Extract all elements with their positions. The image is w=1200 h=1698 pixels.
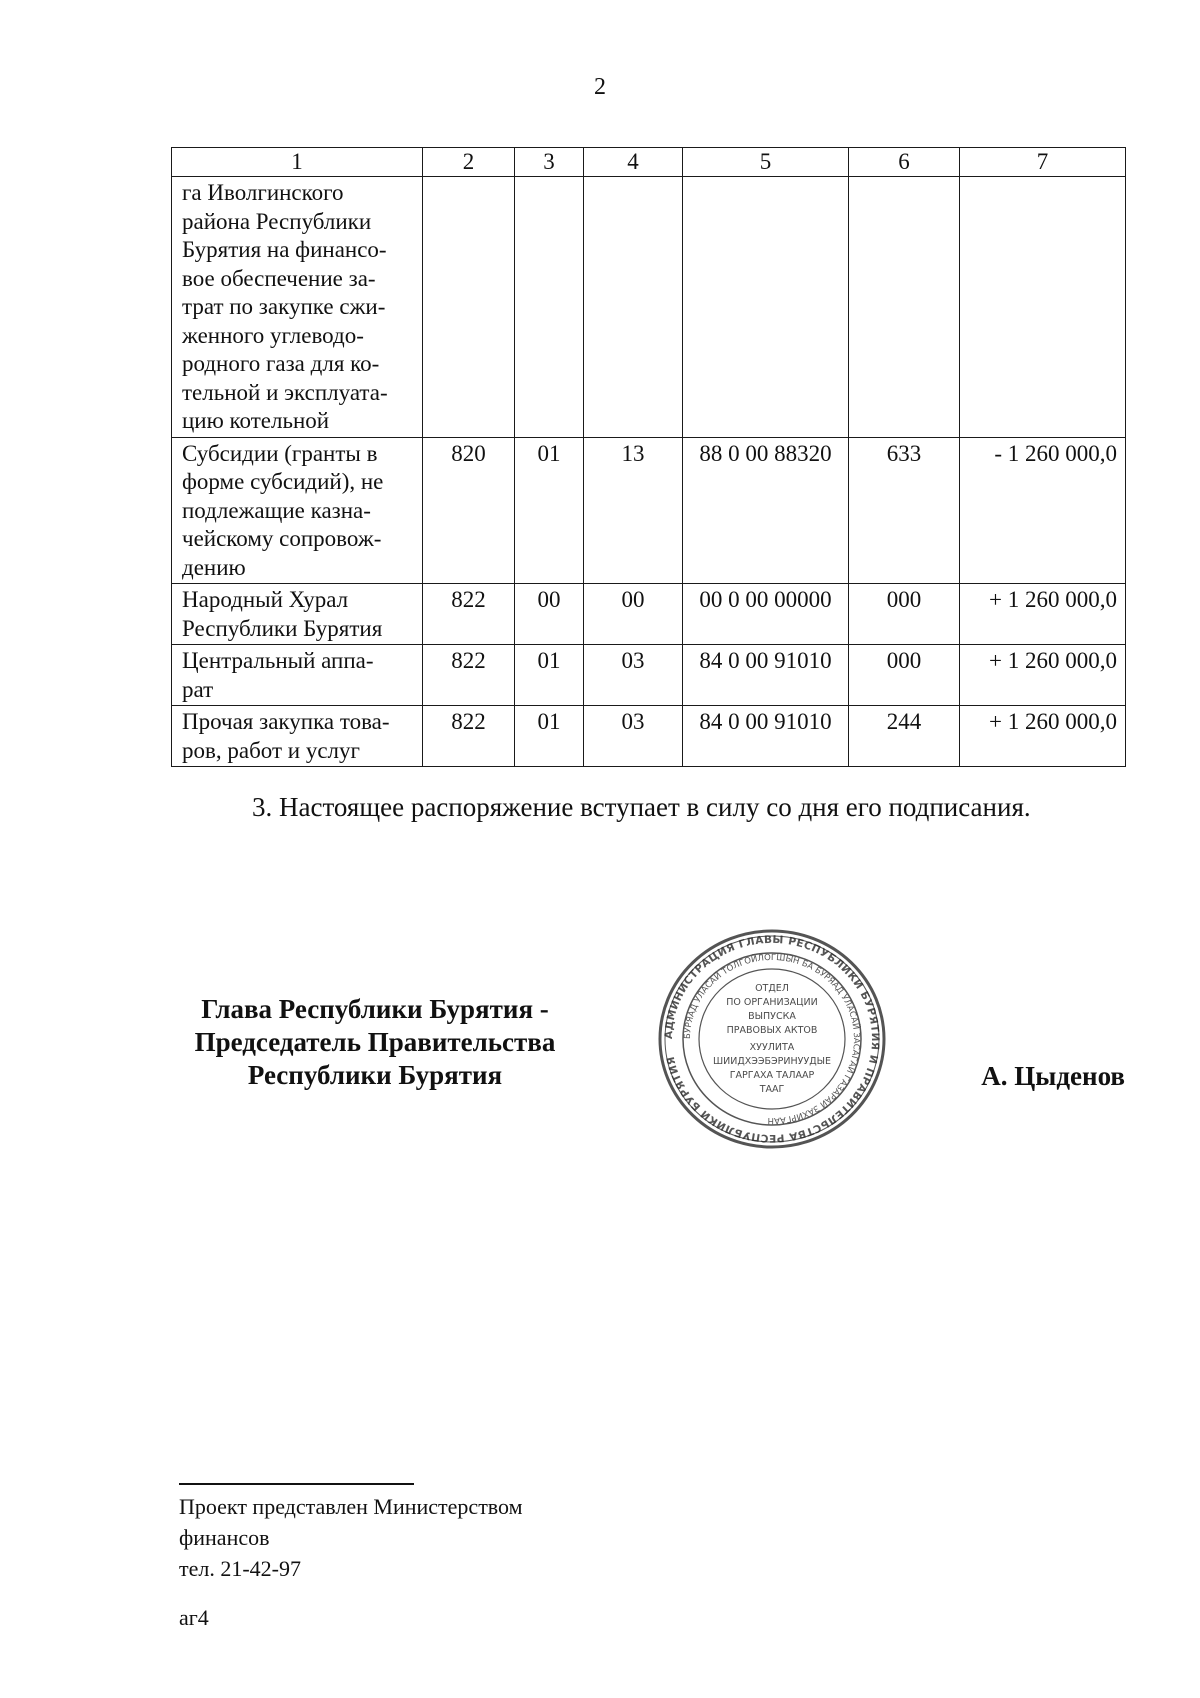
expense-type-cell [849,177,960,438]
expense-type-cell: 000 [849,645,960,706]
target-article-cell: 88 0 00 88320 [683,437,849,584]
position-line: Председатель Правительства [194,1027,556,1057]
column-header: 2 [423,148,515,177]
footer-line: тел. 21-42-97 [179,1556,302,1581]
section-code-cell: 01 [515,437,584,584]
amount-cell: + 1 260 000,0 [960,584,1126,645]
column-header: 4 [584,148,683,177]
amount-cell: - 1 260 000,0 [960,437,1126,584]
subsection-code-cell [584,177,683,438]
row-name-cell: Народный Хурал Республики Бурятия [172,584,423,645]
ministry-code-cell: 820 [423,437,515,584]
expense-type-cell: 244 [849,706,960,767]
position-line: Глава Республики Бурятия - [201,994,549,1024]
section-code-cell: 00 [515,584,584,645]
column-header: 1 [172,148,423,177]
amount-cell [960,177,1126,438]
table-row [172,645,1126,706]
stamp-center-line: ПО ОРГАНИЗАЦИИ [726,997,818,1008]
stamp-center-line: ГАРГАХА ТАЛААР [729,1070,815,1081]
footnote-divider [179,1483,414,1485]
target-article-cell [683,177,849,438]
stamp-center-line: ПРАВОВЫХ АКТОВ [726,1025,818,1036]
target-article-cell: 84 0 00 91010 [683,645,849,706]
target-article-cell: 84 0 00 91010 [683,706,849,767]
table-row [172,177,1126,438]
amount-cell: + 1 260 000,0 [960,645,1126,706]
ministry-code-cell: 822 [423,645,515,706]
table-row [172,584,1126,645]
footer-line: Проект представлен Министерством [179,1494,523,1519]
column-header: 6 [849,148,960,177]
row-name-cell: га Иволгинского района Республики Бурятия на финансо- вое обеспечение за- трат по закупке сжи- женного углеводо- родного газа для ко- тельной и эксплуата- цию котельной [172,177,423,438]
stamp-center-line: ШИИДХЭЭБЭРИНУУДЫЕ [712,1056,832,1067]
amount-cell: + 1 260 000,0 [960,706,1126,767]
budget-changes-table [171,147,1126,767]
ministry-code-cell [423,177,515,438]
table-row [172,437,1126,584]
svg-text:АДМИНИСТРАЦИЯ ГЛАВЫ РЕСПУБЛИКИ [663,934,881,1144]
stamp-center-line: ТААГ [759,1084,785,1095]
table-row [172,706,1126,767]
subsection-code-cell: 13 [584,437,683,584]
target-article-cell: 00 0 00 00000 [683,584,849,645]
column-header: 3 [515,148,584,177]
ministry-code-cell: 822 [423,584,515,645]
stamp-center-line: ОТДЕЛ [755,983,789,994]
document-code: аг4 [179,1605,209,1630]
signer-name: А. Цыденов [981,1061,1125,1091]
section-code-cell [515,177,584,438]
footer-line: финансов [179,1525,270,1550]
section-code-cell: 01 [515,645,584,706]
stamp-outer-text: АДМИНИСТРАЦИЯ ГЛАВЫ РЕСПУБЛИКИ БУРЯТИЯ И ПРАВИТЕЛЬСТВА РЕСПУБЛИКИ БУРЯТИЯ [662,933,882,1145]
project-author-note [179,1491,523,1584]
clause-3-text: 3. Настоящее распоряжение вступает в силу со дня его подписания. [252,792,1031,822]
row-name-cell: Субсидии (гранты в форме субсидий), не подлежащие казна- чейскому сопровож- дению [172,437,423,584]
signatory-position [160,993,590,1092]
section-code-cell: 01 [515,706,584,767]
stamp-center-line: ВЫПУСКА [748,1011,796,1022]
stamp-inner-ring-text: БУРЯАД УЛАСАЙ ТОЛГОЙЛОГШЫН БА БУРЯАД УЛАСАЙ ЗАСАГАЙ ГАЗАРАЙ ЗАХИРГААН [682,952,862,1126]
row-name-cell: Прочая закупка това- ров, работ и услуг [172,706,423,767]
subsection-code-cell: 03 [584,706,683,767]
table-header-row [172,148,1126,177]
position-line: Республики Бурятия [247,1060,503,1090]
ministry-code-cell: 822 [423,706,515,767]
expense-type-cell: 633 [849,437,960,584]
expense-type-cell: 000 [849,584,960,645]
subsection-code-cell: 03 [584,645,683,706]
column-header: 5 [683,148,849,177]
subsection-code-cell: 00 [584,584,683,645]
row-name-cell: Центральный аппа- рат [172,645,423,706]
stamp-center-line: ХУУЛИТА [749,1042,795,1053]
column-header: 7 [960,148,1126,177]
page-number: 2 [594,74,606,100]
official-seal-stamp [655,925,889,1153]
